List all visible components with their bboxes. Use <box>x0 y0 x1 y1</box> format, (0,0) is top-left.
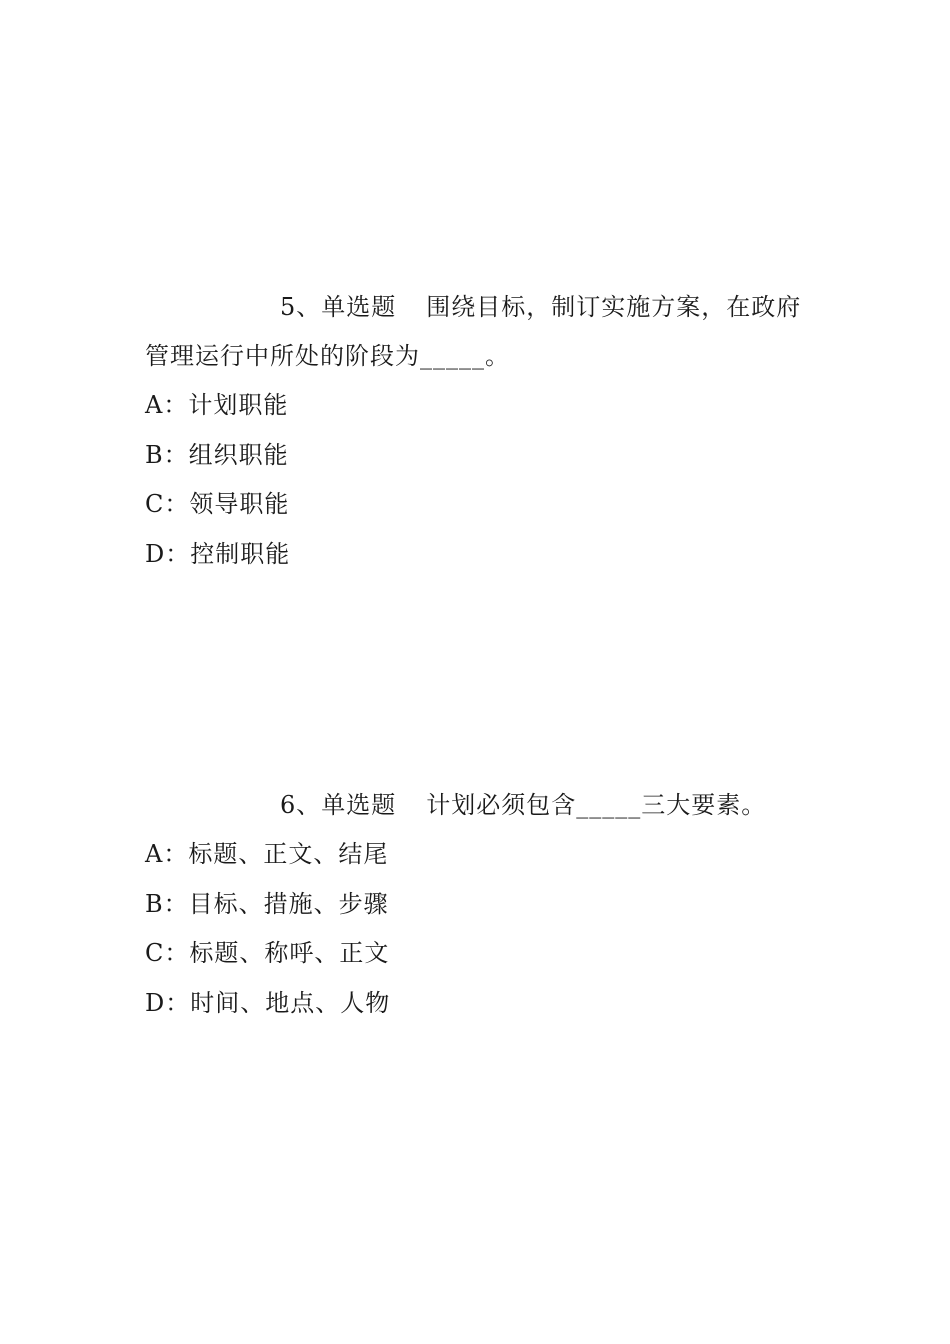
question-text: 围绕目标，制订实施方案，在政府管理运行中所处的阶段为_____。 <box>145 293 802 370</box>
option-list <box>145 381 810 579</box>
question-text: 计划必须包含_____三大要素。 <box>426 791 767 819</box>
option-d[interactable] <box>145 979 810 1029</box>
option-text: 控制职能 <box>190 539 291 568</box>
option-text: 标题、正文、结尾 <box>188 840 389 868</box>
option-key: A： <box>145 840 189 868</box>
question-6 <box>145 781 810 1028</box>
option-key: A： <box>145 391 189 419</box>
option-key: D： <box>145 539 191 568</box>
option-text: 目标、措施、步骤 <box>188 889 389 918</box>
option-key: C： <box>145 490 190 518</box>
question-number: 5、 <box>280 293 322 321</box>
question-5 <box>145 283 810 579</box>
question-type: 单选题 <box>321 293 397 321</box>
option-text: 标题、称呼、正文 <box>189 939 390 967</box>
option-b[interactable] <box>145 880 810 930</box>
option-text: 领导职能 <box>189 490 290 518</box>
option-a[interactable] <box>145 381 810 431</box>
question-stem <box>145 781 810 830</box>
question-type: 单选题 <box>321 791 397 819</box>
option-a[interactable] <box>145 830 810 880</box>
question-number: 6、 <box>280 791 322 819</box>
option-key: B： <box>145 889 189 918</box>
option-list <box>145 830 810 1028</box>
option-key: D： <box>145 988 191 1017</box>
option-text: 组织职能 <box>188 440 289 469</box>
option-d[interactable] <box>145 530 810 580</box>
option-key: C： <box>145 939 190 967</box>
option-c[interactable] <box>145 480 810 530</box>
option-b[interactable] <box>145 431 810 481</box>
option-text: 计划职能 <box>188 391 289 419</box>
question-stem <box>145 283 810 381</box>
option-key: B： <box>145 440 189 469</box>
option-text: 时间、地点、人物 <box>190 988 391 1017</box>
option-c[interactable] <box>145 929 810 979</box>
